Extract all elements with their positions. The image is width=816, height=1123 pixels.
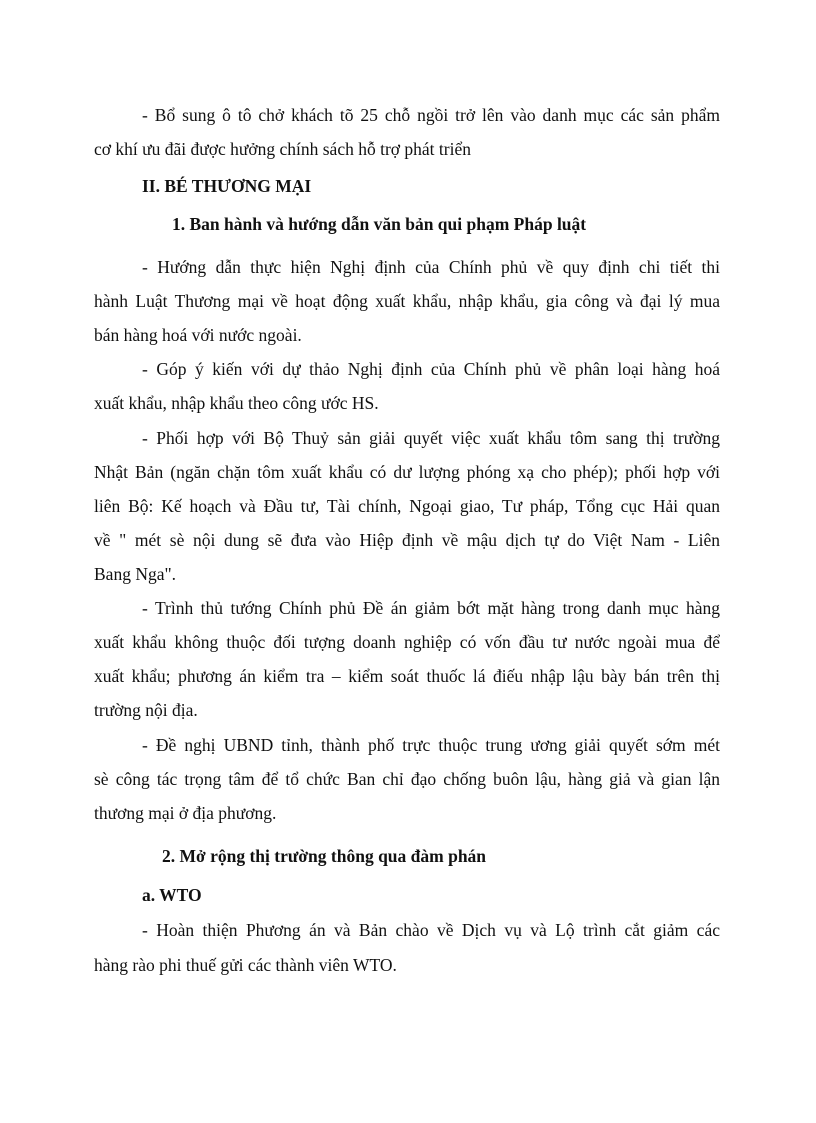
subsection-heading: 2. Mở rộng thị trường thông qua đàm phán (162, 846, 487, 866)
paragraph-line: xuất khẩu, nhập khẩu theo công ước HS. (94, 393, 379, 413)
paragraph-line: sè công tác trọng tâm để tổ chức Ban chỉ đạo chống buôn lậu, hàng giả và gian lận (94, 769, 720, 789)
paragraph-line: - Góp ý kiến với dự thảo Nghị định của Chính phủ về phân loại hàng hoá (142, 359, 720, 379)
paragraph-line: Bang Nga". (94, 564, 176, 584)
paragraph-line: - Phối hợp với Bộ Thuỷ sản giải quyết việc xuất khẩu tôm sang thị trường (142, 428, 720, 448)
paragraph-line: cơ khí ưu đãi được hưởng chính sách hỗ trợ phát triển (94, 139, 471, 159)
paragraph-line: trường nội địa. (94, 700, 198, 720)
paragraph-line: bán hàng hoá với nước ngoài. (94, 325, 302, 345)
subsection-heading: 1. Ban hành và hướng dẫn văn bản qui phạm Pháp luật (172, 214, 587, 234)
paragraph-line: thương mại ở địa phương. (94, 803, 277, 823)
paragraph-line: - Bổ sung ô tô chở khách tõ 25 chỗ ngồi trở lên vào danh mục các sản phẩm (142, 105, 720, 125)
paragraph-line: xuất khẩu không thuộc đối tượng doanh nghiệp có vốn đầu tư nước ngoài mua để (94, 632, 720, 652)
paragraph-line: xuất khẩu; phương án kiểm tra – kiểm soát thuốc lá điếu nhập lậu bày bán trên thị (94, 666, 720, 686)
paragraph-line: hành Luật Thương mại về hoạt động xuất khẩu, nhập khẩu, gia công và đại lý mua (94, 291, 720, 311)
subsection-heading: a. WTO (142, 885, 202, 905)
paragraph-line: liên Bộ: Kế hoạch và Đầu tư, Tài chính, Ngoại giao, Tư pháp, Tổng cục Hải quan (94, 496, 720, 516)
paragraph-line: - Đề nghị UBND tỉnh, thành phố trực thuộc trung ương giải quyết sớm mét (142, 735, 720, 755)
section-heading: II. BÉ THƯƠNG MẠI (142, 176, 312, 196)
paragraph-line: - Hoàn thiện Phương án và Bản chào về Dịch vụ và Lộ trình cắt giảm các (142, 920, 720, 940)
paragraph-line: hàng rào phi thuế gửi các thành viên WTO. (94, 955, 397, 975)
paragraph-line: - Hướng dẫn thực hiện Nghị định của Chính phủ về quy định chi tiết thi (142, 257, 720, 277)
paragraph-line: Nhật Bản (ngăn chặn tôm xuất khẩu có dư lượng phóng xạ cho phép); phối hợp với (94, 462, 720, 482)
paragraph-line: - Trình thủ tướng Chính phủ Đề án giảm bớt mặt hàng trong danh mục hàng (142, 598, 720, 618)
paragraph-line: về " mét sè nội dung sẽ đưa vào Hiệp định về mậu dịch tự do Việt Nam - Liên (94, 530, 720, 550)
